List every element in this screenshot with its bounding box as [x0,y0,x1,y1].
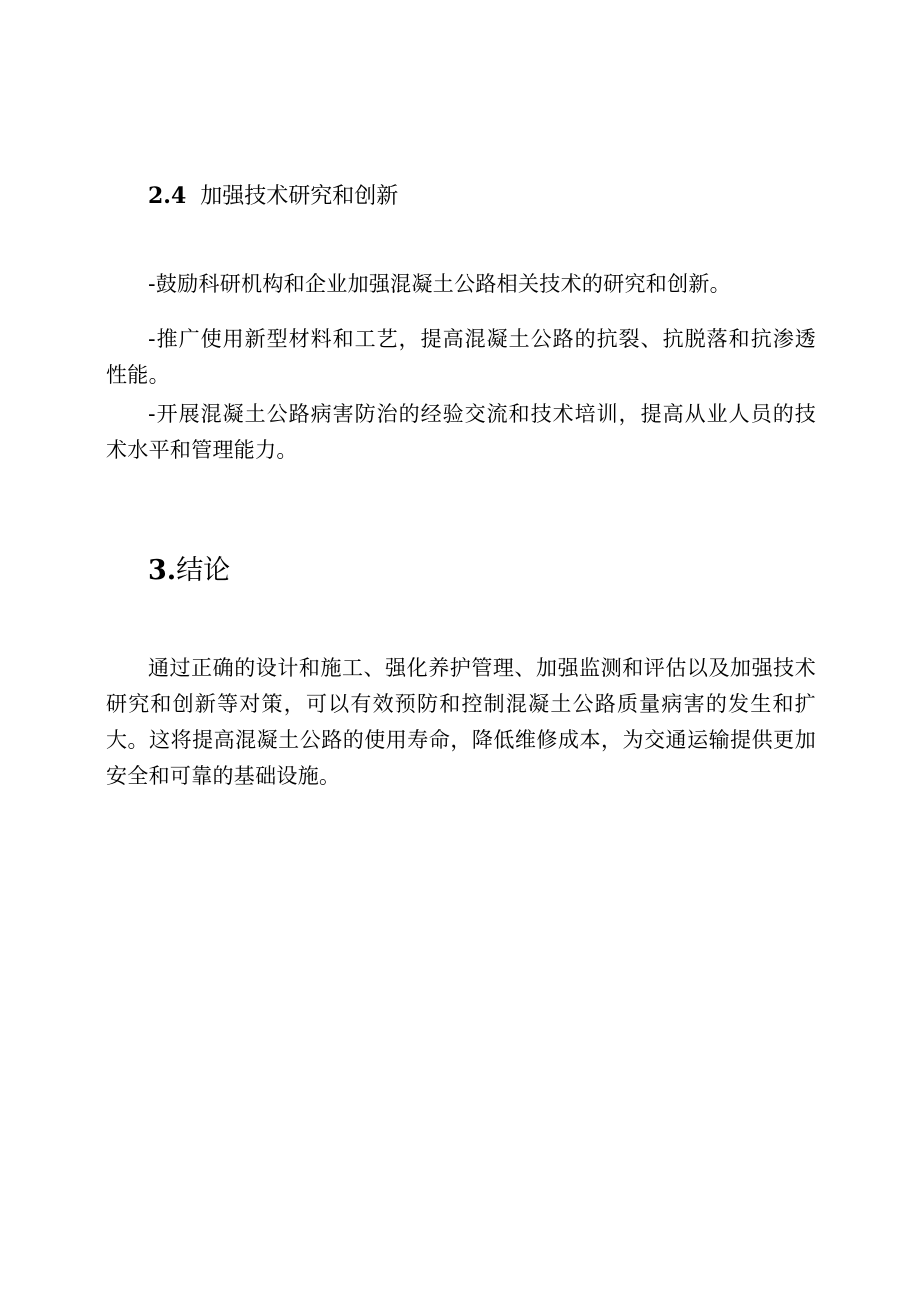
section-title: 结论 [176,555,231,586]
section-heading-2-4 [148,180,398,213]
conclusion-paragraph: 通过正确的设计和施工、强化养护管理、加强监测和评估以及加强技术研究和创新等对策，可以有效预防和控制混凝土公路质量病害的发生和扩大。这将提高混凝土公路的使用寿命，降低维修成本，为交通运输提供更加安全和可靠的基础设施。 [106,656,816,788]
bullet-paragraph-3: -开展混凝土公路病害防治的经验交流和技术培训，提高从业人员的技术水平和管理能力。 [106,402,816,462]
section-number: 3. [148,555,177,586]
section-number: 2.4 [148,183,187,209]
bullet-paragraph-2: -推广使用新型材料和工艺，提高混凝土公路的抗裂、抗脱落和抗渗透性能。 [106,327,816,387]
bullet-paragraph-1: -鼓励科研机构和企业加强混凝土公路相关技术的研究和创新。 [148,272,731,296]
section-title: 加强技术研究和创新 [200,184,399,209]
section-heading-3 [148,552,230,590]
